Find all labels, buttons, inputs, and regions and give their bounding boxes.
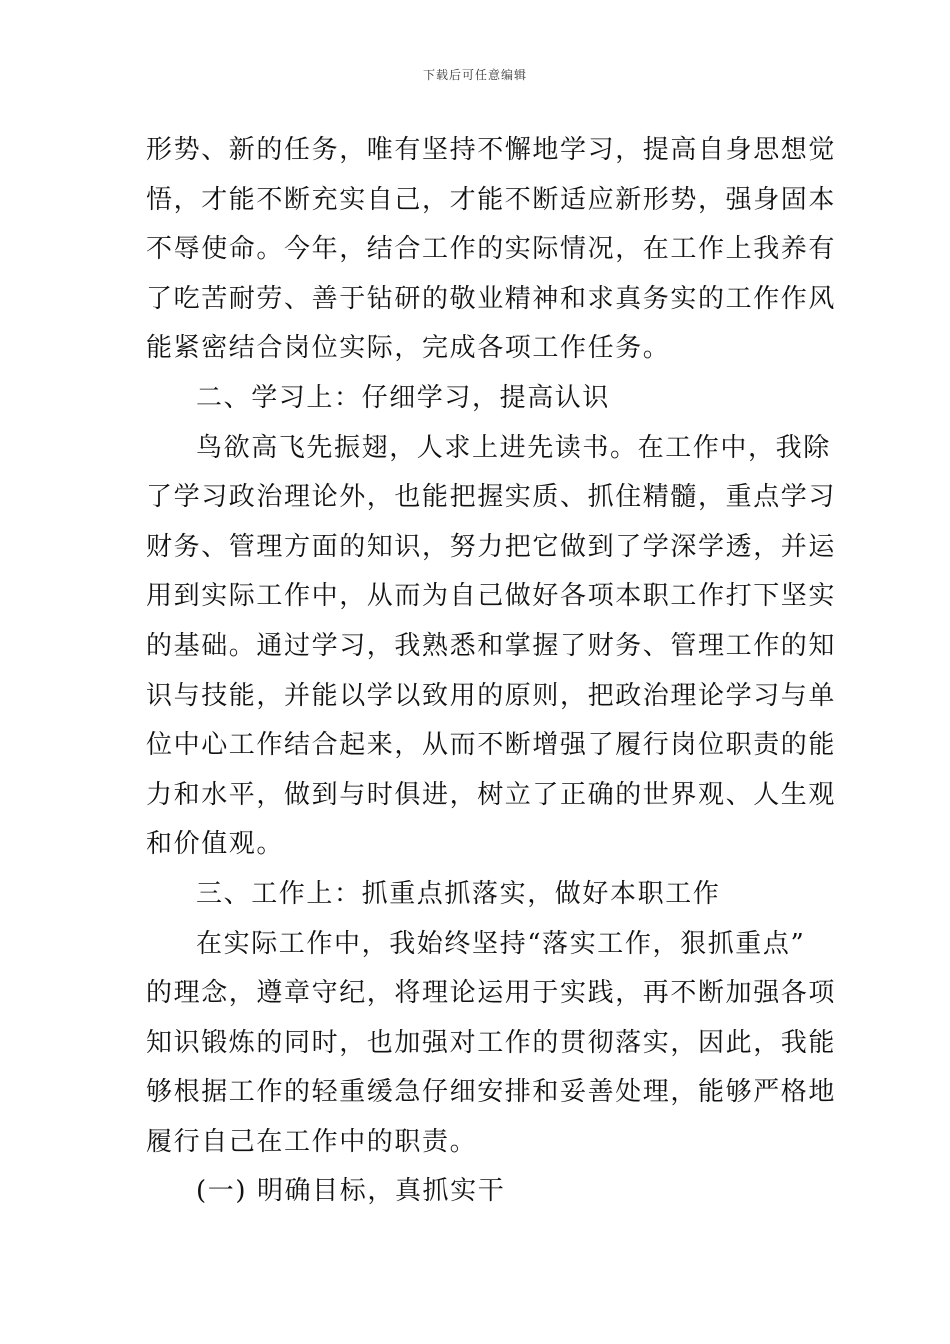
- paragraph-line: 用到实际工作中，从而为自己做好各项本职工作打下坚实: [146, 581, 837, 612]
- page-header: 下载后可任意编辑: [422, 68, 527, 82]
- paragraph-line: 的理念，遵章守纪，将理论运用于实践，再不断加强各项: [146, 978, 837, 1009]
- paragraph-line: 力和水平，做到与时俱进，树立了正确的世界观、人生观: [146, 779, 837, 810]
- paragraph-line: 了吃苦耐劳、善于钻研的敬业精神和求真务实的工作作风: [146, 283, 837, 314]
- paragraph-line: 鸟欲高飞先振翅，人求上进先读书。在工作中，我除: [196, 432, 831, 463]
- paragraph-line: 和价值观。: [146, 829, 285, 860]
- paragraph-line: 在实际工作中，我始终坚持“落实工作，狠抓重点”: [196, 928, 806, 959]
- paragraph-line: 履行自己在工作中的职责。: [146, 1126, 478, 1157]
- section-heading: 二、学习上：仔细学习，提高认识: [196, 382, 611, 413]
- paragraph-line: 的基础。通过学习，我熟悉和掌握了财务、管理工作的知: [146, 630, 837, 661]
- paragraph-line: 财务、管理方面的知识，努力把它做到了学深学透，并运: [146, 531, 837, 562]
- paragraph-line: 悟，才能不断充实自己，才能不断适应新形势，强身固本: [146, 184, 837, 215]
- paragraph-line: 不辱使命。今年，结合工作的实际情况，在工作上我养有: [146, 234, 837, 265]
- paragraph-line: 知识锻炼的同时，也加强对工作的贯彻落实，因此，我能: [146, 1027, 837, 1058]
- paragraph-line: 够根据工作的轻重缓急仔细安排和妥善处理，能够严格地: [146, 1077, 837, 1108]
- paragraph-line: 识与技能，并能以学以致用的原则，把政治理论学习与单: [146, 680, 837, 711]
- paragraph-line: 能紧密结合岗位实际，完成各项工作任务。: [146, 333, 671, 364]
- paragraph-line: 了学习政治理论外，也能把握实质、抓住精髓，重点学习: [146, 482, 837, 513]
- document-body: [146, 126, 837, 1217]
- section-heading: 三、工作上：抓重点抓落实，做好本职工作: [196, 878, 721, 909]
- paragraph-line: 形势、新的任务，唯有坚持不懈地学习，提高自身思想觉: [146, 135, 837, 165]
- subsection-heading: (一) 明确目标，真抓实干: [196, 1176, 506, 1207]
- paragraph-line: 位中心工作结合起来，从而不断增强了履行岗位职责的能: [146, 730, 837, 761]
